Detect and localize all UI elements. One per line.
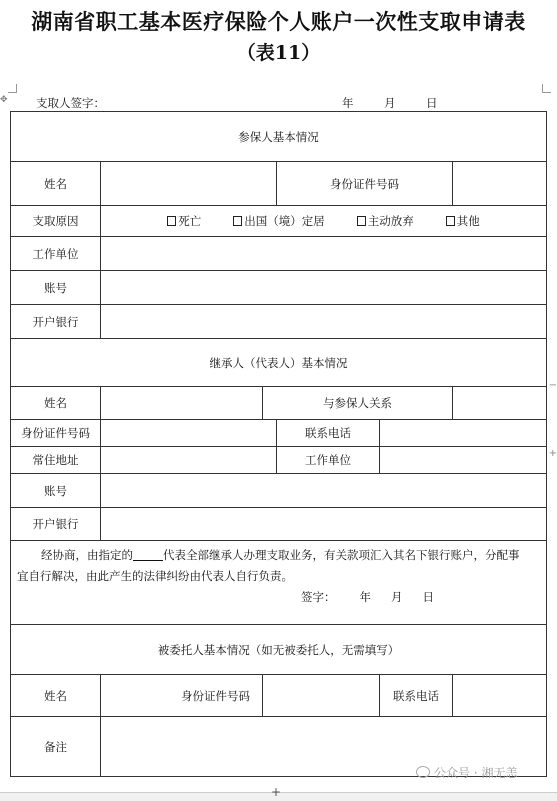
designee-blank-field[interactable]: [133, 548, 163, 561]
heir-phone-field[interactable]: [380, 420, 547, 447]
form-title: 湖南省职工基本医疗保险个人账户一次性支取申请表: [31, 9, 526, 34]
agreement-sign-label: 签字：: [301, 590, 336, 604]
trustee-name-label: 姓名: [11, 675, 101, 717]
heir-relation-field[interactable]: [453, 387, 547, 420]
crop-mark-right: [542, 84, 551, 93]
table-move-handle-icon[interactable]: ✥: [0, 95, 8, 105]
heir-id-label: 身份证件号码: [11, 420, 101, 447]
signature-year: 年: [342, 96, 354, 110]
agreement-month: 月: [391, 590, 403, 604]
trustee-id-label: 身份证件号码: [181, 688, 250, 703]
checkbox-icon[interactable]: [446, 216, 455, 226]
trustee-phone-label: 联系电话: [380, 675, 453, 717]
heir-phone-label: 联系电话: [277, 420, 380, 447]
application-form-table: [10, 111, 547, 777]
applicant-signature-label: 支取人签字：: [36, 96, 105, 110]
wechat-icon: [416, 766, 430, 778]
heir-bank-label: 开户银行: [11, 508, 101, 541]
insured-bank-label: 开户银行: [11, 305, 101, 339]
agreement-text-start: 经协商，由指定的: [41, 548, 133, 562]
heir-address-label: 常住地址: [11, 447, 101, 474]
heir-relation-label: 与参保人关系: [263, 387, 453, 420]
trustee-phone-field[interactable]: [453, 675, 547, 717]
insured-section-heading: 参保人基本情况: [11, 112, 547, 162]
trustee-id-field[interactable]: [263, 675, 380, 717]
add-row-plus-icon[interactable]: +: [271, 785, 282, 799]
insured-account-field[interactable]: [101, 271, 547, 305]
heir-bank-field[interactable]: [101, 508, 547, 541]
reason-option-other[interactable]: 其他: [446, 213, 480, 229]
heir-account-field[interactable]: [101, 474, 547, 508]
heir-name-label: 姓名: [11, 387, 101, 420]
watermark: 公众号 · 湘无恙: [416, 764, 517, 781]
insured-id-field[interactable]: [453, 162, 547, 206]
signature-day: 日: [426, 96, 438, 110]
agreement-text-end: 代表全部继承人办理支取业务，有关款项汇入其名下银行账户，分配事: [163, 548, 520, 562]
heir-employer-label: 工作单位: [277, 447, 380, 474]
heir-account-label: 账号: [11, 474, 101, 508]
employer-field[interactable]: [101, 237, 547, 271]
heir-section-heading: 继承人（代表人）基本情况: [11, 339, 547, 387]
side-scroll-mark-bottom[interactable]: +: [548, 448, 557, 459]
crop-mark-left: [8, 84, 17, 93]
agreement-day: 日: [422, 590, 434, 604]
heir-employer-field[interactable]: [380, 447, 547, 474]
reason-options: [101, 206, 547, 237]
insured-name-field[interactable]: [101, 162, 277, 206]
reason-option-emigrate[interactable]: 出国（境）定居: [233, 213, 325, 229]
reason-option-death[interactable]: 死亡: [167, 213, 201, 229]
agreement-line2: 宜自行解决，由此产生的法律纠纷由代表人自行负责。: [17, 569, 293, 583]
trustee-section-heading: 被委托人基本情况（如无被委托人，无需填写）: [11, 625, 547, 675]
checkbox-icon[interactable]: [167, 216, 176, 226]
insured-bank-field[interactable]: [101, 305, 547, 339]
heir-id-field[interactable]: [101, 420, 277, 447]
checkbox-icon[interactable]: [233, 216, 242, 226]
agreement-paragraph: [11, 541, 547, 625]
remarks-label: 备注: [11, 717, 101, 777]
signature-month: 月: [384, 96, 396, 110]
side-scroll-mark-top[interactable]: −: [548, 380, 557, 391]
trustee-name-field[interactable]: [101, 675, 263, 717]
employer-label: 工作单位: [11, 237, 101, 271]
insured-id-label: 身份证件号码: [277, 162, 453, 206]
insured-account-label: 账号: [11, 271, 101, 305]
reason-label: 支取原因: [11, 206, 101, 237]
form-subtitle: （表11）: [236, 42, 321, 64]
insured-name-label: 姓名: [11, 162, 101, 206]
checkbox-icon[interactable]: [357, 216, 366, 226]
agreement-year: 年: [359, 590, 371, 604]
heir-address-field[interactable]: [101, 447, 277, 474]
heir-name-field[interactable]: [101, 387, 263, 420]
reason-option-waive[interactable]: 主动放弃: [357, 213, 414, 229]
